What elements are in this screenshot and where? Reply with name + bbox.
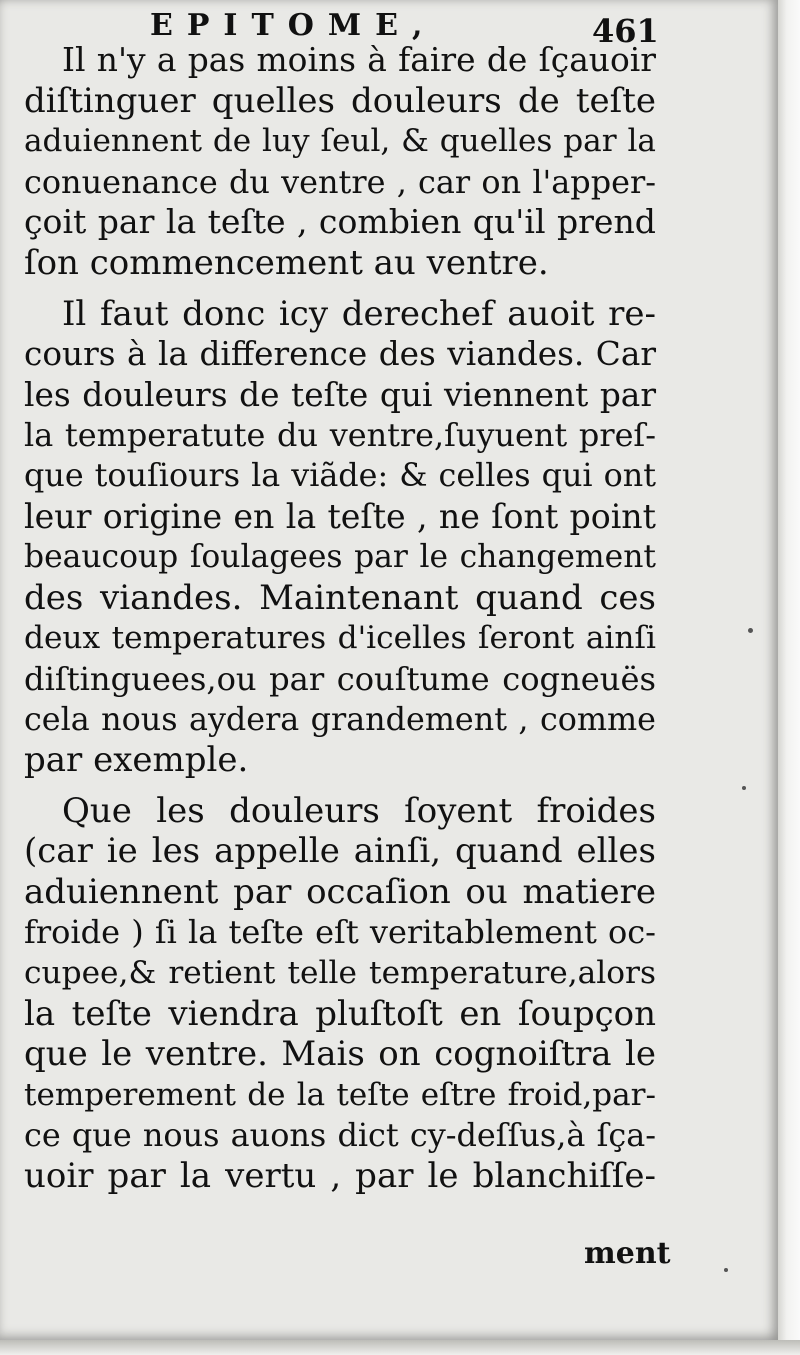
- ink-speck: [748, 628, 753, 633]
- text-line: beaucoup ſoulagees par le changement: [24, 539, 656, 576]
- text-line: aduiennent de luy ſeul, & quelles par la: [24, 123, 656, 160]
- ink-speck: [742, 786, 746, 790]
- text-line: ce que nous auons dict cy-deſſus,à ſça-: [24, 1116, 656, 1155]
- text-line: Il n'y a pas moins à faire de ſçauoir: [62, 40, 656, 79]
- text-line: par exemple.: [24, 740, 249, 781]
- text-line: Que les douleurs ſoyent froides: [62, 790, 656, 831]
- body-text: [24, 40, 656, 1197]
- text-line: Il faut donc icy derechef auoit re-: [62, 293, 656, 334]
- paragraph-2: [24, 294, 656, 781]
- catchword: ment: [584, 1236, 671, 1271]
- text-line: froide ) ſi la teſte eſt veritablement oc-: [24, 913, 656, 952]
- text-line: deux temperatures d'icelles ſeront ainſi: [24, 620, 656, 657]
- page-edge-bottom: [0, 1340, 800, 1355]
- text-line: temperement de la teſte eſtre froid,par-: [24, 1076, 656, 1113]
- text-line: cours à la difference des viandes. Car: [24, 335, 656, 374]
- text-line: les douleurs de teſte qui viennent par: [24, 375, 656, 414]
- text-line: la teſte viendra pluſtoſt en ſoupçon: [24, 993, 656, 1034]
- text-line: cupee,& retient telle temperature,alors: [24, 955, 656, 992]
- text-line: cela nous aydera grandement , comme: [24, 700, 656, 738]
- running-title: EPITOME,: [150, 8, 437, 43]
- text-line: des viandes. Maintenant quand ces: [24, 577, 656, 618]
- text-line: que touſiours la viãde: & celles qui ont: [24, 456, 656, 494]
- ink-speck: [724, 1268, 728, 1272]
- text-line: conuenance du ventre , car on l'apper-: [24, 162, 656, 201]
- text-line: leur origine en la teſte , ne ſont point: [24, 496, 656, 536]
- page-number: 461: [592, 12, 659, 50]
- paragraph-1: [24, 40, 656, 284]
- paragraph-3: [24, 791, 656, 1197]
- text-line: çoit par la teſte , combien qu'il prend: [24, 202, 656, 242]
- text-line: ſon commencement au ventre.: [24, 242, 549, 283]
- page-edge-right: [778, 0, 800, 1355]
- text-line: uoir par la vertu , par le blanchiſſe-: [24, 1156, 656, 1197]
- text-line: aduiennent par occaſion ou matiere: [24, 871, 656, 912]
- text-line: (car ie les appelle ainſi, quand elles: [24, 831, 656, 872]
- text-line: diſtinguer quelles douleurs de teſte: [24, 80, 656, 121]
- text-line: la temperatute du ventre,ſuyuent preſ-: [24, 416, 656, 455]
- text-line: que le ventre. Mais on cognoiſtra le: [24, 1034, 656, 1075]
- text-line: diſtinguees,ou par couſtume cogneuës: [24, 659, 656, 698]
